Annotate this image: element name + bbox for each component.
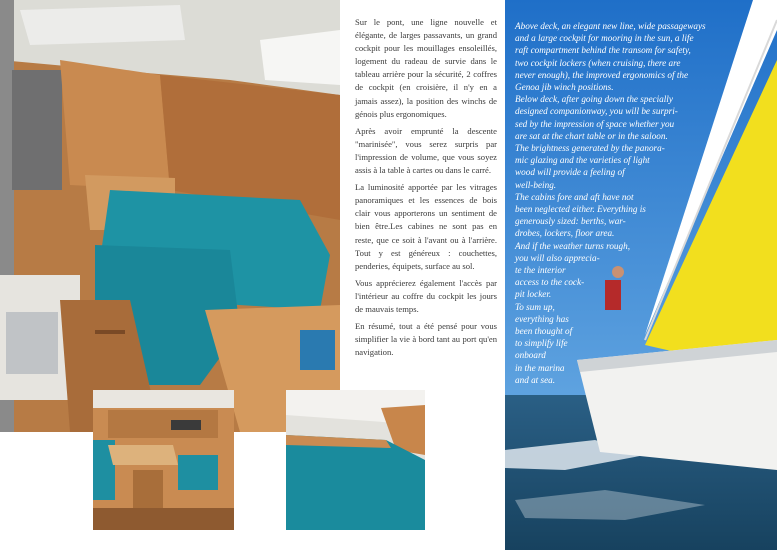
english-line: and at sea. xyxy=(515,374,556,385)
english-line: mic glazing and the varieties of light xyxy=(515,155,650,166)
french-description xyxy=(355,16,497,363)
english-line: raft compartment behind the transom for safety, xyxy=(515,45,691,56)
english-line: been neglected either. Everything is xyxy=(515,204,646,215)
french-paragraph-companionway: Après avoir emprunté la descente "marinisée", vous serez surpris par l'impression de volume, que vous soyez assis à la table à cartes ou dans le carré. xyxy=(355,125,497,176)
english-line: And if the weather turns rough, xyxy=(515,240,631,251)
english-line: The brightness generated by the panora- xyxy=(515,143,665,154)
english-line: in the marina xyxy=(515,362,565,373)
english-line: you will also apprecia- xyxy=(515,252,600,263)
french-paragraph-brightness: La luminosité apportée par les vitrages panoramiques et les essences de bois clair vous apporterons un sentiment de bien être.Les cabines ne sont pas en reste, que ce soit à l'avant ou à l'arrière. Tout y est généreux : couchettes, penderies, équipets, surface au sol. xyxy=(355,182,497,271)
english-line: onboard xyxy=(515,350,546,361)
english-line: pit locker. xyxy=(515,289,552,300)
english-line: sed by the impression of space whether you xyxy=(515,118,675,129)
english-line: are sat at the chart table or in the saloon. xyxy=(515,130,668,141)
english-description xyxy=(515,20,747,386)
english-line: designed companionway, you will be surpri- xyxy=(515,106,678,117)
english-line: never enough), the improved ergonomics of the xyxy=(515,69,689,80)
english-line: everything has xyxy=(515,313,569,324)
english-line: generously sized: berths, war- xyxy=(515,216,626,227)
english-line: To sum up, xyxy=(515,301,555,312)
english-line: te the interior xyxy=(515,265,566,276)
english-line: and a large cockpit for mooring in the sun, a life xyxy=(515,33,694,44)
english-line: The cabins fore and aft have not xyxy=(515,191,634,202)
saloon-photo xyxy=(0,0,340,432)
cabin-photo xyxy=(286,390,425,530)
english-line: wood will provide a feeling of xyxy=(515,167,625,178)
english-line: been thought of xyxy=(515,326,573,337)
sailing-photo xyxy=(505,0,777,550)
english-line: Below deck, after going down the specially xyxy=(515,94,673,105)
french-paragraph-deck: Sur le pont, une ligne nouvelle et élégante, de larges passavants, un grand cockpit pour les mouillages ensoleillés, logement du radeau de survie dans le tableau arrière pour la sécurité, 2 coffres de cockpit (en croisière, il n'y en a jamais assez), la position des winchs de génois plus ergonomiques. xyxy=(355,17,497,119)
chart-table-photo xyxy=(93,390,234,530)
english-line: two cockpit lockers (when cruising, there are xyxy=(515,57,681,68)
english-line: access to the cock- xyxy=(515,277,585,288)
french-paragraph-summary: En résumé, tout a été pensé pour vous simplifier la vie à bord tant au port qu'en navigation. xyxy=(355,321,497,358)
english-line: to simplify life xyxy=(515,338,568,349)
english-line: Genoa jib winch positions. xyxy=(515,82,614,93)
english-line: well-being. xyxy=(515,179,557,190)
english-line: drobes, lockers, floor area. xyxy=(515,228,615,239)
english-line: Above deck, an elegant new line, wide passageways xyxy=(515,21,706,31)
french-paragraph-locker: Vous apprécierez également l'accès par l'intérieur au coffre du cockpit les jours de mauvais temps. xyxy=(355,277,497,314)
